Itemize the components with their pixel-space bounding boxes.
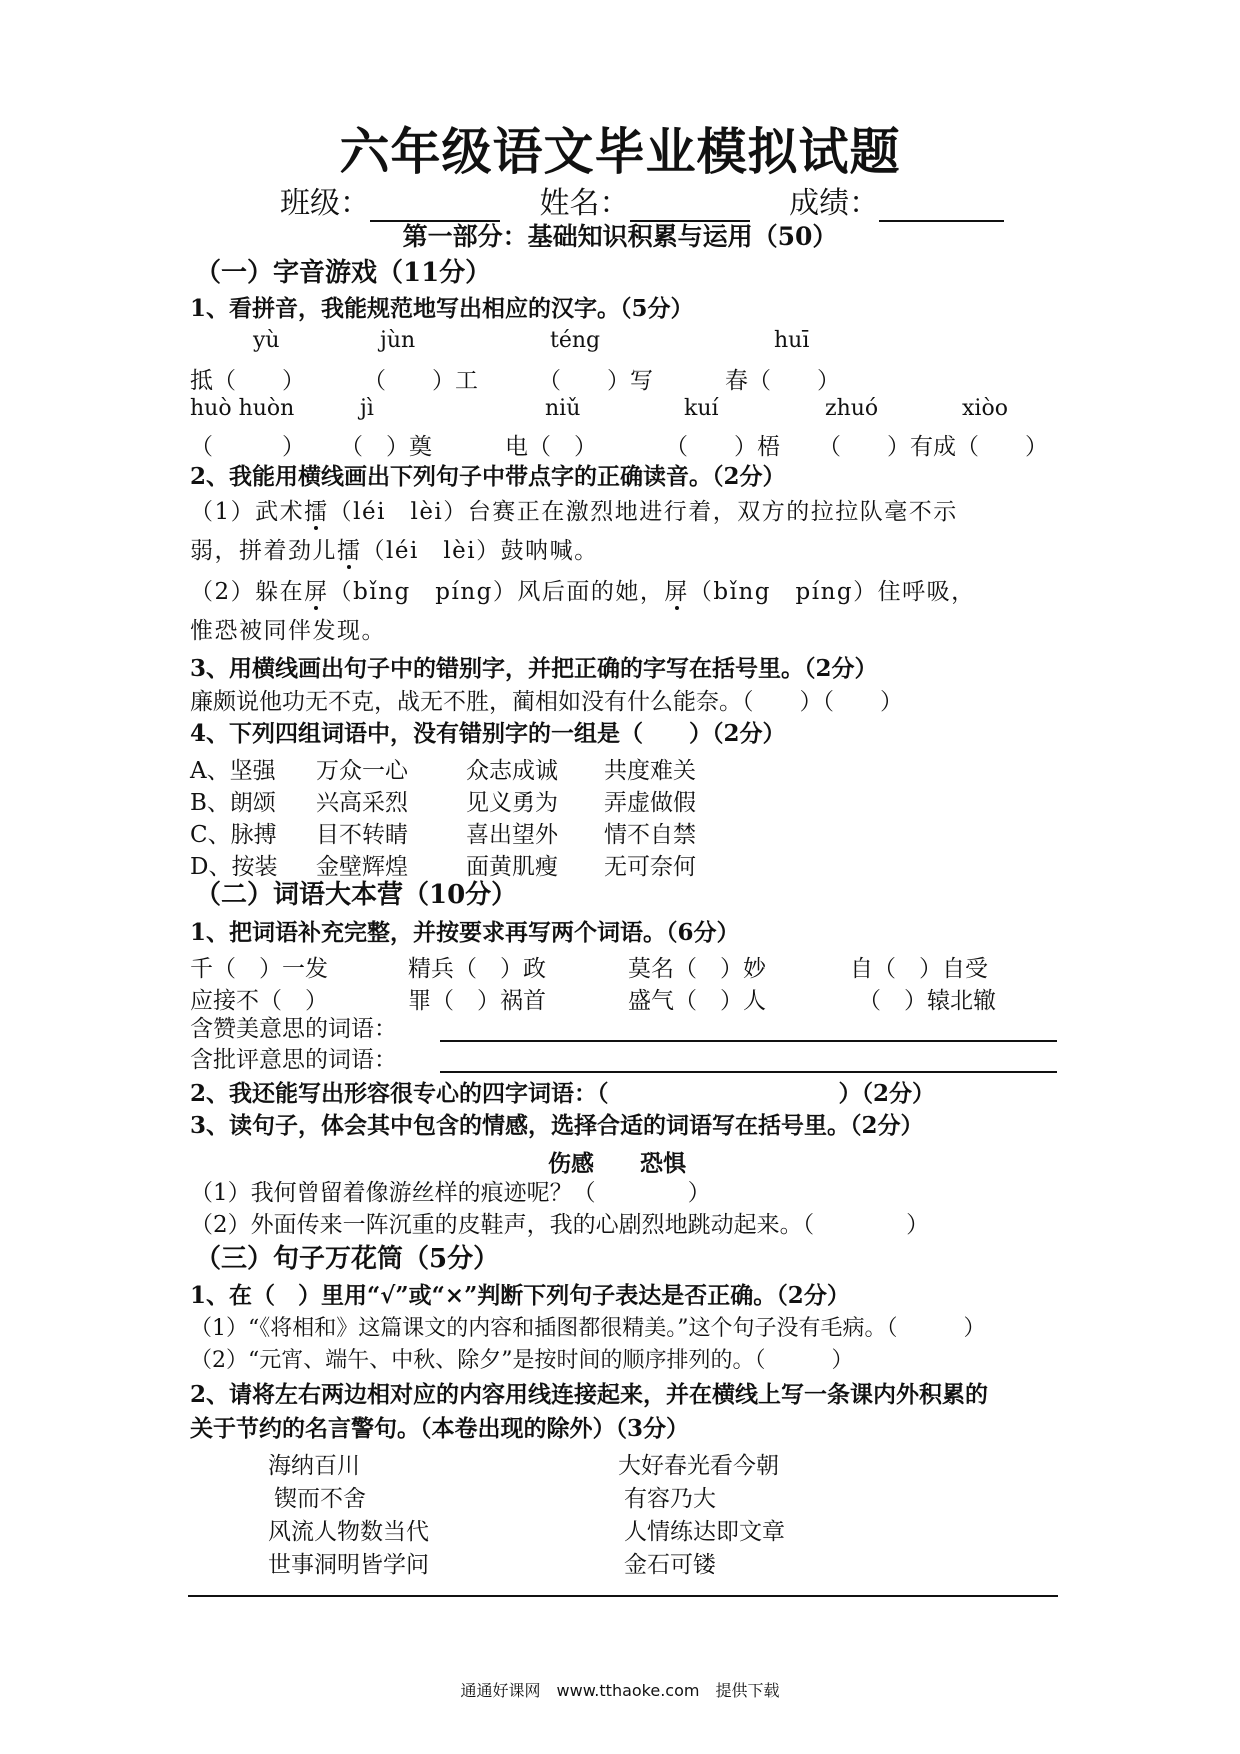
answer-blank[interactable]: 春（ ）	[725, 368, 840, 394]
question-text: 2、我还能写出形容很专心的四字词语：（ ）（2分）	[190, 1080, 936, 1107]
option-label[interactable]: D、按装	[190, 854, 278, 880]
dotted-char: 屏	[304, 579, 329, 605]
pinyin: jùn	[380, 328, 416, 353]
option-word: 面黄肌瘦	[466, 854, 558, 880]
match-right-item[interactable]: 大好春光看今朝	[618, 1453, 779, 1479]
option-word: 众志成诚	[466, 758, 558, 784]
answer-line[interactable]	[188, 1595, 1058, 1597]
sentence-part: （léi lèi）台赛正在激烈地进行着，双方的拉拉队毫不示	[328, 499, 958, 525]
pinyin: huī	[774, 328, 810, 353]
sentence: 廉颇说他功无不克，战无不胜，蔺相如没有什么能奈。（ ）（ ）	[190, 689, 903, 715]
sentence	[190, 497, 958, 527]
answer-blank[interactable]: 盛气（ ）人	[628, 988, 766, 1014]
sentence: （1）“《将相和》这篇课文的内容和插图都很精美。”这个句子没有毛病。（ ）	[190, 1316, 986, 1341]
score-label: 成绩：	[789, 186, 880, 221]
dotted-char: 擂	[337, 538, 362, 564]
page-title: 六年级语文毕业模拟试题	[339, 122, 901, 181]
answer-blank[interactable]: 抵（ ）	[190, 368, 305, 394]
answer-blank[interactable]: 千（ ）一发	[190, 956, 328, 982]
pinyin: xiòo	[962, 396, 1008, 421]
sentence-part: 弱，拼着劲儿	[190, 538, 337, 564]
pinyin: jì	[360, 396, 374, 421]
footer-source: 通通好课网 www.tthaoke.com 提供下载	[460, 1681, 780, 1700]
sentence: （2）外面传来一阵沉重的皮鞋声，我的心剧烈地跳动起来。（ ）	[190, 1212, 930, 1238]
pinyin: téng	[550, 328, 601, 353]
question-text: 3、用横线画出句子中的错别字，并把正确的字写在括号里。（2分）	[190, 655, 878, 682]
answer-blank[interactable]: 应接不（ ）	[190, 988, 328, 1014]
part-heading: 第一部分：基础知识积累与运用（50）	[402, 222, 838, 251]
option-word: 喜出望外	[466, 822, 558, 848]
option-word: 见义勇为	[466, 790, 558, 816]
match-right-item[interactable]: 金石可镂	[624, 1552, 716, 1578]
answer-blank[interactable]: （ ）	[190, 434, 305, 460]
answer-line[interactable]	[440, 1071, 1057, 1073]
dotted-char: 擂	[304, 499, 329, 525]
answer-blank[interactable]: 电（ ）	[505, 434, 597, 460]
option-label[interactable]: B、朗颂	[190, 790, 276, 816]
student-info	[280, 178, 1004, 222]
option-word: 无可奈何	[604, 854, 696, 880]
option-word: 金壁辉煌	[316, 854, 408, 880]
option-label[interactable]: A、坚强	[190, 758, 276, 784]
answer-blank[interactable]: 精兵（ ）政	[408, 956, 546, 982]
field-label: 含赞美意思的词语：	[190, 1016, 397, 1042]
pinyin: kuí	[684, 396, 719, 421]
answer-line[interactable]	[440, 1040, 1057, 1042]
dotted-char: 屏	[664, 579, 689, 605]
option-word: 兴高采烈	[316, 790, 408, 816]
answer-blank[interactable]: 罪（ ）祸首	[408, 988, 546, 1014]
question-text: 4、下列四组词语中，没有错别字的一组是（ ）（2分）	[190, 720, 786, 747]
sentence: （1）我何曾留着像游丝样的痕迹呢？（ ）	[190, 1180, 711, 1206]
sentence-part: （bǐng píng）住呼吸，	[688, 579, 976, 605]
option-word: 弄虚做假	[604, 790, 696, 816]
section-heading: （三）句子万花筒（5分）	[195, 1244, 500, 1274]
answer-blank[interactable]: （ ）奠	[340, 434, 432, 460]
question-text: 1、把词语补充完整，并按要求再写两个词语。（6分）	[190, 919, 740, 946]
sentence-part: （2）躲在	[190, 579, 305, 605]
sentence-part: （léi lèi）鼓呐喊。	[361, 538, 599, 564]
section-heading: （二）词语大本营（10分）	[195, 880, 518, 910]
pinyin: huò huòn	[190, 396, 295, 421]
answer-blank[interactable]: （ ）有成（ ）	[818, 434, 1048, 460]
class-label: 班级：	[280, 186, 370, 221]
word-choices: 伤感 恐惧	[548, 1150, 686, 1177]
question-text: 关于节约的名言警句。（本卷出现的除外）（3分）	[190, 1415, 690, 1442]
sentence: （2）“元宵、端午、中秋、除夕”是按时间的顺序排列的。（ ）	[190, 1348, 854, 1373]
answer-blank[interactable]: 莫名（ ）妙	[628, 956, 766, 982]
option-label[interactable]: C、脉搏	[190, 822, 277, 848]
sentence: 惟恐被同伴发现。	[190, 618, 386, 644]
option-word: 情不自禁	[604, 822, 696, 848]
option-word: 共度难关	[604, 758, 696, 784]
question-text: 1、在（ ）里用“√”或“×”判断下列句子表达是否正确。（2分）	[190, 1282, 850, 1309]
section-heading: （一）字音游戏（11分）	[195, 258, 492, 288]
match-right-item[interactable]: 人情练达即文章	[624, 1519, 785, 1545]
question-text: 1、看拼音，我能规范地写出相应的汉字。（5分）	[190, 295, 694, 322]
match-left-item[interactable]: 锲而不舍	[274, 1486, 366, 1512]
match-right-item[interactable]: 有容乃大	[624, 1486, 716, 1512]
sentence	[190, 536, 599, 566]
answer-blank[interactable]: （ ）工	[363, 368, 478, 394]
pinyin: zhuó	[825, 396, 879, 421]
sentence-part: （1）武术	[190, 499, 305, 525]
question-text: 2、请将左右两边相对应的内容用线连接起来，并在横线上写一条课内外积累的	[190, 1381, 989, 1408]
question-text: 2、我能用横线画出下列句子中带点字的正确读音。（2分）	[190, 463, 786, 490]
sentence-part: （bǐng píng）风后面的她，	[328, 579, 665, 605]
answer-blank[interactable]: 自（ ）自受	[850, 956, 988, 982]
answer-blank[interactable]: （ ）写	[538, 368, 653, 394]
match-left-item[interactable]: 海纳百川	[268, 1453, 360, 1479]
name-label: 姓名：	[539, 186, 630, 221]
option-word: 目不转睛	[316, 822, 408, 848]
option-word: 万众一心	[316, 758, 408, 784]
sentence	[190, 577, 976, 607]
pinyin: niǔ	[545, 396, 581, 421]
field-label: 含批评意思的词语：	[190, 1047, 397, 1073]
answer-blank[interactable]: （ ）辕北辙	[858, 988, 996, 1014]
question-text: 3、读句子，体会其中包含的情感，选择合适的词语写在括号里。（2分）	[190, 1112, 924, 1139]
match-left-item[interactable]: 风流人物数当代	[268, 1519, 429, 1545]
pinyin: yù	[253, 328, 280, 353]
match-left-item[interactable]: 世事洞明皆学问	[268, 1552, 429, 1578]
answer-blank[interactable]: （ ）梧	[665, 434, 780, 460]
